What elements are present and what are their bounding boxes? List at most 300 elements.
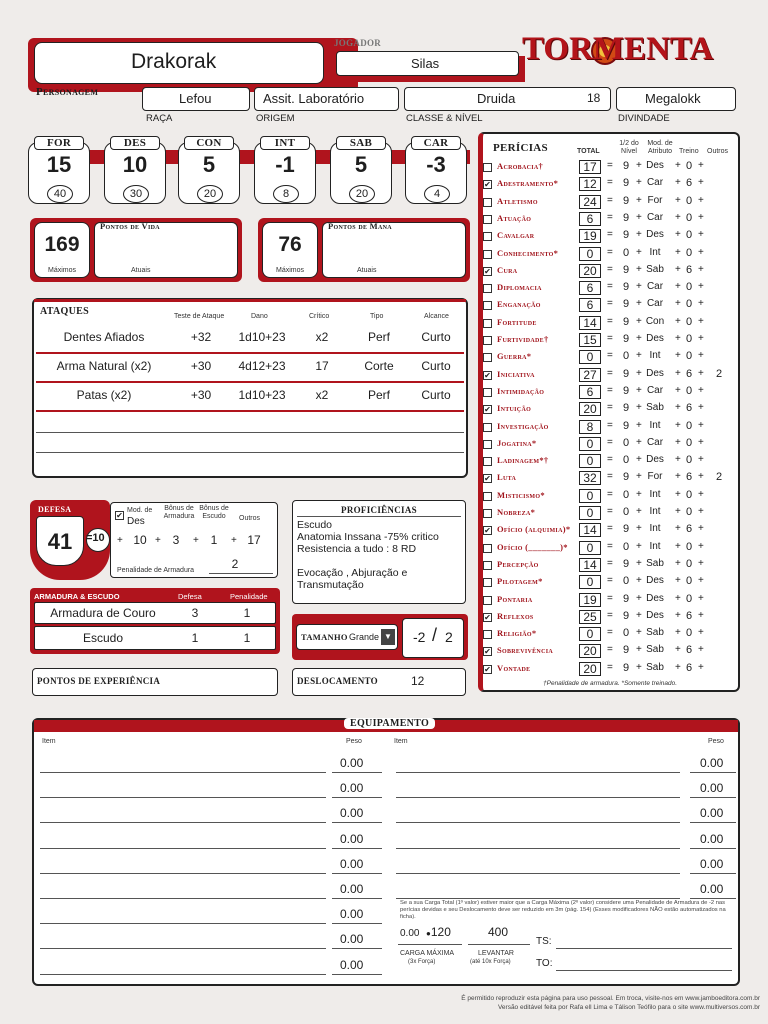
skill-treino[interactable]: 6: [685, 644, 693, 657]
skill-trained-checkbox[interactable]: [483, 596, 492, 605]
equip-row[interactable]: [40, 802, 380, 824]
skill-attr[interactable]: Int: [649, 488, 661, 500]
skill-row[interactable]: [483, 297, 753, 314]
skill-total[interactable]: 12: [579, 177, 601, 191]
equip-item-line[interactable]: [396, 873, 680, 874]
skill-attr[interactable]: Con: [645, 315, 665, 327]
attr-score[interactable]: 30: [123, 185, 149, 203]
equip-item-line[interactable]: [40, 848, 326, 849]
skill-attr[interactable]: Int: [649, 540, 661, 552]
raca-field[interactable]: [142, 87, 250, 111]
attr-mod[interactable]: 5: [202, 152, 216, 177]
defesa-outros[interactable]: 17: [247, 533, 261, 547]
skill-name: Intuição: [497, 403, 532, 414]
skill-treino[interactable]: 0: [685, 160, 693, 172]
skill-trained-checkbox[interactable]: ✔: [484, 474, 491, 484]
skill-total[interactable]: 8: [579, 420, 601, 434]
equip-list-right: [390, 746, 738, 906]
proficiencias-box[interactable]: [292, 500, 466, 604]
skill-treino[interactable]: 0: [685, 575, 693, 588]
equip-item-line[interactable]: [40, 898, 326, 899]
ataque-empty-row[interactable]: [36, 452, 464, 453]
skill-row[interactable]: [483, 488, 753, 505]
skill-total[interactable]: 27: [579, 368, 601, 382]
skill-attr[interactable]: Sab: [646, 627, 664, 639]
pericias-header-half: 1/2 do Nível: [619, 140, 639, 155]
skill-name: Fortitude: [497, 316, 537, 327]
equip-weight-line: [332, 974, 382, 975]
plus-sign: +: [698, 350, 704, 362]
skill-attr[interactable]: Des: [646, 454, 664, 466]
plus-sign: +: [636, 246, 642, 258]
skill-total[interactable]: 6: [579, 298, 601, 312]
skill-treino[interactable]: 0: [685, 592, 693, 605]
skill-trained-checkbox[interactable]: [483, 492, 492, 501]
skill-treino[interactable]: 6: [685, 177, 693, 190]
equip-weight[interactable]: 0.00: [340, 932, 364, 947]
skill-attr[interactable]: Car: [646, 177, 664, 189]
skill-treino[interactable]: 6: [685, 263, 693, 276]
equip-weight-line: [332, 797, 382, 798]
skill-total[interactable]: 0: [579, 541, 601, 555]
plus-sign: +: [675, 229, 681, 241]
skill-total[interactable]: 24: [579, 195, 601, 209]
attr-mod[interactable]: 15: [46, 152, 72, 177]
skill-row[interactable]: [483, 280, 753, 297]
skill-total[interactable]: 6: [579, 212, 601, 226]
carga-max-calc[interactable]: [426, 925, 451, 939]
skill-name: Misticismo*: [497, 489, 545, 500]
attr-mod[interactable]: 10: [122, 152, 148, 177]
skill-attr[interactable]: Des: [646, 160, 664, 171]
ataque-critico: x2: [315, 330, 329, 344]
equip-weight[interactable]: 0.00: [700, 781, 724, 796]
plus-sign: +: [698, 315, 704, 327]
plus-sign: +: [636, 229, 642, 241]
attr-score[interactable]: 20: [349, 185, 375, 203]
ataque-row[interactable]: [34, 359, 466, 379]
skill-treino[interactable]: 6: [685, 471, 693, 484]
skill-row[interactable]: [483, 211, 753, 228]
skill-trained-checkbox[interactable]: [483, 284, 492, 293]
attr-mod[interactable]: -1: [275, 152, 295, 177]
skill-attr[interactable]: Int: [649, 246, 661, 258]
mana-max: 76: [278, 233, 302, 256]
ataque-dano: 1d10+23: [238, 330, 286, 344]
skill-attr[interactable]: Des: [646, 333, 664, 344]
skill-trained-checkbox[interactable]: [483, 561, 492, 570]
skill-attr[interactable]: Car: [646, 384, 664, 396]
skill-treino[interactable]: 0: [685, 419, 693, 432]
attr-score[interactable]: 20: [197, 185, 223, 203]
equip-item-line[interactable]: [40, 974, 326, 975]
armadura-row[interactable]: [34, 602, 276, 624]
skill-trained-checkbox[interactable]: [483, 630, 492, 639]
skill-total[interactable]: 6: [579, 385, 601, 399]
skill-row[interactable]: [483, 384, 753, 401]
skill-trained-checkbox[interactable]: [483, 319, 492, 328]
equip-row[interactable]: [396, 853, 736, 875]
skill-treino[interactable]: 0: [685, 540, 693, 553]
equip-weight[interactable]: 0.00: [340, 907, 364, 922]
character-name-box[interactable]: [34, 42, 324, 84]
equip-item-line[interactable]: [40, 797, 326, 798]
skill-total[interactable]: 6: [579, 281, 601, 295]
carga-total[interactable]: 0.00: [400, 928, 420, 939]
skill-treino[interactable]: 0: [685, 298, 693, 311]
plus-sign: +: [636, 315, 642, 327]
equip-row[interactable]: [396, 777, 736, 799]
plus-sign: +: [675, 350, 681, 362]
equip-weight[interactable]: 0.00: [340, 806, 364, 821]
equip-weight[interactable]: 0.00: [700, 806, 724, 821]
skill-total[interactable]: 0: [579, 575, 601, 589]
skill-total[interactable]: 32: [579, 471, 601, 485]
skill-treino[interactable]: 0: [685, 506, 693, 518]
skill-treino[interactable]: 0: [685, 627, 693, 640]
skill-attr[interactable]: Des: [646, 575, 664, 587]
skill-trained-checkbox[interactable]: [483, 163, 492, 172]
equip-item-line[interactable]: [40, 948, 326, 949]
attr-for: [24, 136, 94, 212]
plus-sign: +: [698, 506, 704, 517]
skill-name: Guerra*: [497, 351, 532, 362]
defesa-mod[interactable]: 10: [133, 533, 147, 547]
equip-weight[interactable]: 0.00: [700, 882, 724, 896]
skill-total[interactable]: 0: [579, 454, 601, 468]
equip-row[interactable]: [396, 828, 736, 850]
skill-trained-checkbox[interactable]: [483, 215, 492, 224]
escudo-row[interactable]: [34, 626, 276, 650]
skill-row[interactable]: [483, 401, 753, 418]
skill-trained-checkbox[interactable]: ✔: [484, 647, 491, 657]
skill-trained-checkbox[interactable]: [483, 440, 492, 449]
levantar-sub: (até 10x Força): [470, 959, 511, 965]
equals-sign: =: [607, 263, 613, 275]
attr-sab: [326, 136, 396, 212]
skill-attr[interactable]: Int: [649, 419, 661, 431]
skill-attr[interactable]: Sab: [646, 557, 664, 569]
equip-weight[interactable]: 0.00: [700, 831, 724, 846]
equals-sign: =: [607, 454, 613, 466]
skill-trained-checkbox[interactable]: [483, 423, 492, 432]
defesa-armadura[interactable]: 3: [172, 533, 180, 547]
skill-total[interactable]: 14: [579, 316, 601, 330]
skill-attr[interactable]: Car: [646, 281, 664, 293]
plus-sign: +: [636, 419, 642, 431]
equip-list-left: [34, 746, 384, 976]
skill-row[interactable]: [483, 419, 753, 436]
defesa-escudo[interactable]: 1: [210, 533, 218, 547]
skill-row[interactable]: [483, 367, 753, 384]
skill-trained-checkbox[interactable]: ✔: [484, 266, 491, 276]
skill-attr[interactable]: Sab: [646, 644, 664, 656]
equip-weight[interactable]: 0.00: [340, 756, 364, 770]
skill-treino[interactable]: 0: [685, 350, 693, 363]
skill-attr[interactable]: For: [647, 471, 663, 483]
skill-treino[interactable]: 0: [685, 384, 693, 397]
plus-sign: +: [675, 315, 681, 327]
skill-total[interactable]: 14: [579, 558, 601, 572]
skill-trained-checkbox[interactable]: [483, 578, 492, 587]
plus-sign: +: [698, 229, 704, 241]
equip-row[interactable]: [40, 853, 380, 875]
divindade-field[interactable]: [616, 87, 736, 111]
divindade-value: Megalokk: [645, 91, 701, 106]
equip-row[interactable]: [40, 928, 380, 950]
ataque-row[interactable]: [34, 330, 466, 350]
skill-trained-checkbox[interactable]: [483, 388, 492, 397]
equip-row[interactable]: [40, 777, 380, 799]
tamanho-mod-box[interactable]: [402, 618, 464, 658]
equip-row[interactable]: [396, 752, 736, 774]
equip-item-line[interactable]: [40, 873, 326, 874]
to-line[interactable]: [556, 970, 732, 971]
skill-total[interactable]: 20: [579, 644, 601, 658]
plus-sign: +: [675, 402, 681, 414]
skill-treino[interactable]: 0: [685, 557, 693, 570]
skill-trained-checkbox[interactable]: [483, 301, 492, 310]
plus-sign: +: [675, 661, 681, 673]
skill-total[interactable]: 0: [579, 489, 601, 503]
attr-mod[interactable]: 5: [354, 152, 368, 177]
skill-row[interactable]: [483, 609, 753, 626]
skill-row[interactable]: [483, 159, 753, 176]
equip-item-line[interactable]: [396, 898, 680, 899]
equip-item-line[interactable]: [396, 797, 680, 798]
ataque-critico: x2: [315, 388, 329, 402]
skill-attr[interactable]: Des: [646, 592, 664, 604]
skill-attr[interactable]: For: [647, 194, 663, 206]
skill-trained-checkbox[interactable]: [483, 353, 492, 362]
skill-attr[interactable]: Sab: [646, 661, 664, 673]
skill-treino[interactable]: 6: [685, 367, 693, 380]
skill-total[interactable]: 20: [579, 402, 601, 416]
skill-row[interactable]: [483, 540, 753, 557]
skill-treino[interactable]: 0: [685, 246, 693, 259]
equip-item-line[interactable]: [396, 848, 680, 849]
equip-weight[interactable]: 0.00: [340, 831, 364, 846]
equip-weight[interactable]: 0.00: [340, 882, 364, 896]
skill-treino[interactable]: 0: [685, 229, 693, 242]
equip-row[interactable]: [40, 752, 380, 774]
skill-treino[interactable]: 0: [685, 194, 693, 207]
equip-weight-line: [690, 873, 736, 874]
levantar[interactable]: 400: [487, 925, 509, 939]
skill-trained-checkbox[interactable]: ✔: [484, 664, 491, 674]
plus-sign: +: [698, 419, 704, 431]
equip-item-line[interactable]: [396, 822, 680, 823]
skill-trained-checkbox[interactable]: [483, 457, 492, 466]
skill-trained-checkbox[interactable]: ✔: [484, 405, 491, 415]
attr-score[interactable]: 4: [424, 185, 450, 203]
skill-attr[interactable]: Car: [646, 211, 664, 223]
skill-trained-checkbox[interactable]: [483, 336, 492, 345]
equip-item-line[interactable]: [40, 772, 326, 773]
skill-name: Enganação: [497, 299, 541, 310]
equip-row[interactable]: [40, 954, 380, 976]
skill-half-level: 0: [622, 488, 630, 501]
skill-attr[interactable]: Int: [649, 523, 661, 535]
skill-treino[interactable]: 0: [685, 488, 693, 501]
skill-total[interactable]: 0: [579, 437, 601, 451]
equip-weight[interactable]: 0.00: [340, 856, 364, 871]
ts-label: TS:: [536, 936, 552, 947]
skill-total[interactable]: 14: [579, 523, 601, 537]
skill-row[interactable]: [483, 574, 753, 591]
skill-attr[interactable]: Des: [646, 367, 664, 379]
equip-row[interactable]: [40, 903, 380, 925]
classe-field[interactable]: [404, 87, 611, 111]
attr-mod[interactable]: -3: [426, 152, 446, 177]
equip-weight[interactable]: 0.00: [340, 957, 364, 972]
skill-row[interactable]: [483, 349, 753, 366]
attr-score[interactable]: 40: [47, 185, 73, 203]
skill-total[interactable]: 0: [579, 247, 601, 261]
skill-treino[interactable]: 0: [685, 436, 693, 449]
plus-sign: +: [675, 609, 681, 621]
skill-treino[interactable]: 6: [685, 661, 693, 674]
plus-sign: +: [636, 609, 642, 621]
mana-max-box[interactable]: [262, 222, 318, 278]
skill-row[interactable]: [483, 626, 753, 643]
skill-row[interactable]: [483, 176, 753, 193]
classe-value: Druida: [477, 91, 516, 106]
skill-treino[interactable]: 0: [685, 315, 693, 328]
dropdown-arrow-icon[interactable]: ▼: [381, 629, 395, 645]
skill-attr[interactable]: Sab: [646, 402, 664, 414]
skill-row[interactable]: [483, 332, 753, 349]
skill-total[interactable]: 15: [579, 333, 601, 347]
tamanho-select[interactable]: Grande: [349, 632, 380, 642]
equip-row[interactable]: [40, 878, 380, 900]
attr-name: SAB: [336, 136, 386, 150]
defesa-total-box[interactable]: [36, 516, 84, 566]
plus-sign: +: [698, 246, 704, 258]
skill-total[interactable]: 19: [579, 229, 601, 243]
skill-row[interactable]: [483, 263, 753, 280]
ataque-row[interactable]: [34, 388, 466, 408]
skill-total[interactable]: 0: [579, 627, 601, 641]
skill-row[interactable]: [483, 661, 753, 678]
skill-row[interactable]: [483, 557, 753, 574]
equip-item-line[interactable]: [40, 923, 326, 924]
plus-sign: +: [675, 211, 681, 223]
defesa-penalidade[interactable]: 2: [231, 557, 239, 571]
skill-name: Intimidação: [497, 385, 545, 396]
skill-row[interactable]: [483, 246, 753, 263]
skill-attr[interactable]: Des: [646, 609, 664, 621]
plus-sign: +: [675, 436, 681, 448]
equip-weight-line: [690, 772, 736, 773]
skill-trained-checkbox[interactable]: ✔: [484, 612, 491, 622]
skill-row[interactable]: [483, 470, 753, 487]
skill-trained-checkbox[interactable]: [483, 250, 492, 259]
skill-treino[interactable]: 0: [685, 454, 693, 467]
skill-row[interactable]: [483, 453, 753, 470]
ataque-empty-row[interactable]: [36, 432, 464, 433]
skill-total[interactable]: 19: [579, 593, 601, 607]
equip-item-line[interactable]: [396, 772, 680, 773]
experiencia-box[interactable]: [32, 668, 278, 696]
skill-treino[interactable]: 6: [685, 609, 693, 622]
skill-total[interactable]: 0: [579, 506, 601, 520]
pericias-list: [483, 159, 741, 679]
skill-attr[interactable]: Sab: [646, 263, 664, 275]
equip-weight[interactable]: 0.00: [700, 756, 724, 770]
skill-attr[interactable]: Int: [649, 350, 661, 362]
skill-trained-checkbox[interactable]: ✔: [484, 180, 491, 190]
ts-line[interactable]: [556, 948, 732, 949]
skill-attr[interactable]: Des: [646, 229, 664, 241]
skill-half-level: 9: [622, 419, 630, 432]
skill-row[interactable]: [483, 315, 753, 332]
equip-row[interactable]: [396, 878, 736, 900]
skill-total[interactable]: 20: [579, 264, 601, 278]
skill-treino[interactable]: 0: [685, 333, 693, 345]
equals-sign: =: [607, 281, 613, 293]
skill-row[interactable]: [483, 643, 753, 660]
skill-name: Ladinagem*†: [497, 455, 549, 466]
skill-total[interactable]: 25: [579, 610, 601, 624]
skill-trained-checkbox[interactable]: ✔: [484, 370, 491, 380]
skill-treino[interactable]: 6: [685, 402, 693, 415]
equip-weight-line: [690, 848, 736, 849]
skill-trained-checkbox[interactable]: [483, 544, 492, 553]
origem-field[interactable]: [254, 87, 399, 111]
skill-total[interactable]: 0: [579, 350, 601, 364]
skill-trained-checkbox[interactable]: [483, 198, 492, 207]
equals-sign: =: [607, 592, 613, 604]
skill-attr[interactable]: Car: [646, 298, 664, 310]
jogador-field[interactable]: [336, 51, 519, 76]
skill-half-level: 9: [622, 402, 630, 415]
skill-row[interactable]: [483, 194, 753, 211]
equip-item-line[interactable]: [40, 822, 326, 823]
equip-row[interactable]: [40, 828, 380, 850]
skill-row[interactable]: [483, 505, 753, 522]
skill-row[interactable]: [483, 228, 753, 245]
skill-row[interactable]: [483, 592, 753, 609]
skill-row[interactable]: [483, 522, 753, 539]
plus-sign: +: [675, 384, 681, 396]
skill-trained-checkbox[interactable]: [483, 232, 492, 241]
defesa-total: 41: [47, 529, 73, 554]
deslocamento-box[interactable]: [292, 668, 466, 696]
equip-row[interactable]: [396, 802, 736, 824]
skill-total[interactable]: 20: [579, 662, 601, 676]
plus-sign: +: [675, 471, 681, 483]
skill-treino[interactable]: 0: [685, 211, 693, 224]
vida-max-box[interactable]: [34, 222, 90, 278]
pericias-header-total: TOTAL: [577, 148, 600, 155]
defesa-mod-attr[interactable]: Des: [127, 516, 145, 527]
defesa-mod-checkbox[interactable]: ✔: [116, 511, 123, 520]
skill-attr[interactable]: Int: [649, 506, 661, 517]
skill-total[interactable]: 17: [579, 160, 601, 174]
skill-row[interactable]: [483, 436, 753, 453]
skill-outros[interactable]: 2: [715, 367, 723, 380]
skill-treino[interactable]: 0: [685, 281, 693, 294]
skill-trained-checkbox[interactable]: [483, 509, 492, 518]
attr-score[interactable]: 8: [273, 185, 299, 203]
equip-weight[interactable]: 0.00: [340, 781, 364, 796]
skill-outros[interactable]: 2: [715, 471, 723, 484]
skill-attr[interactable]: Car: [646, 436, 664, 448]
skill-trained-checkbox[interactable]: ✔: [484, 526, 491, 536]
equip-weight[interactable]: 0.00: [700, 856, 724, 871]
skill-treino[interactable]: 6: [685, 523, 693, 536]
